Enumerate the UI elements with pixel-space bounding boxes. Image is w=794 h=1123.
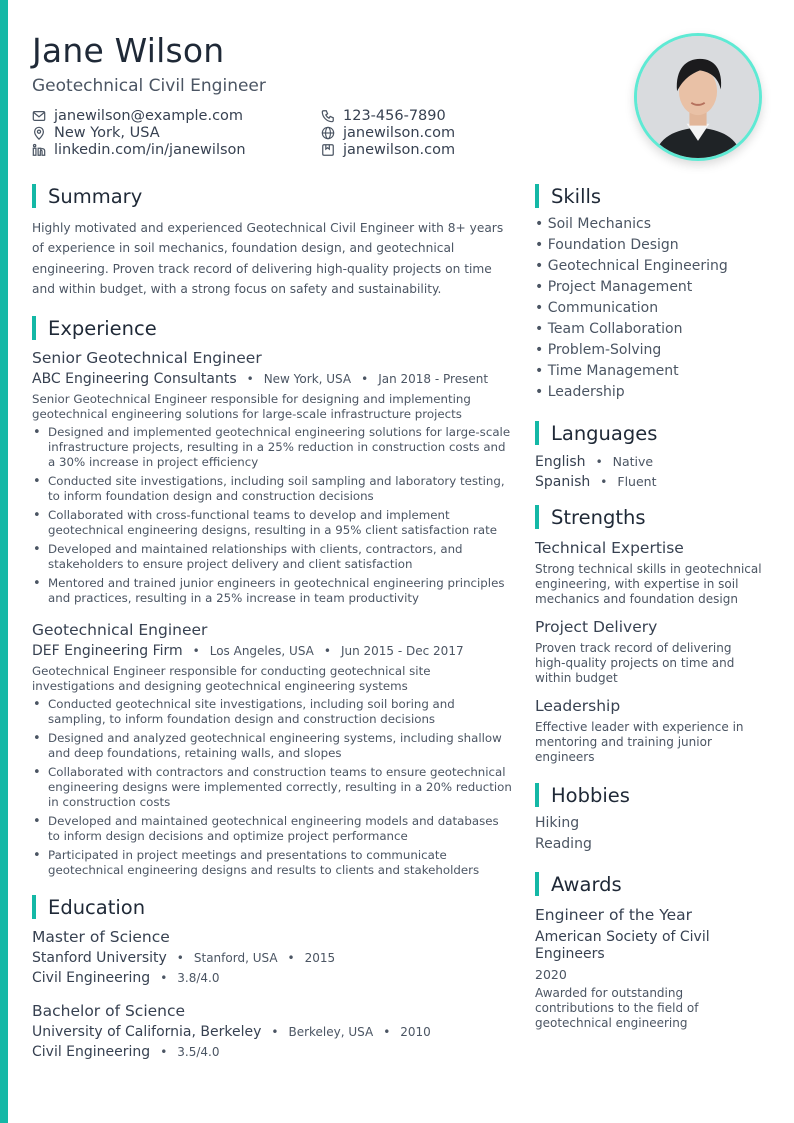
contact-email[interactable] <box>32 108 243 124</box>
awards-heading-label: Awards <box>551 872 622 896</box>
main-column <box>32 184 512 1060</box>
skill-name: Foundation Design <box>547 237 679 253</box>
separator-dot: • <box>287 951 295 966</box>
heading-accent <box>535 783 539 807</box>
separator-dot: • <box>271 1025 279 1040</box>
strength-description: Effective leader with experience in mentoring and training junior engineers <box>535 720 744 764</box>
candidate-name: Jane Wilson <box>32 31 225 70</box>
heading-accent <box>535 872 539 896</box>
skill-name: Geotechnical Engineering <box>547 258 728 274</box>
summary-heading-label: Summary <box>48 184 143 208</box>
contact-phone-text: 123-456-7890 <box>343 108 446 124</box>
language-name: English <box>535 454 586 470</box>
job-entry <box>32 621 512 878</box>
hobbies-heading-label: Hobbies <box>551 783 630 807</box>
skill-name: Time Management <box>547 363 679 379</box>
job-bullet: • Designed and analyzed geotechnical engineering systems, including shallow and deep foundations, retaining walls, and slopes <box>32 731 512 761</box>
job-title: Senior Geotechnical Engineer <box>32 349 262 368</box>
school-meta <box>32 950 512 966</box>
school-name: Stanford University <box>32 950 167 967</box>
job-bullet: • Designed and implemented geotechnical engineering solutions for large-scale infrastructure projects, resulting in a 25% reduction in construction costs and a 30% increase in project efficiency <box>32 425 512 470</box>
job-bullet: • Collaborated with contractors and construction teams to ensure geotechnical engineering designs were implemented correctly, resulting in a 20% reduction in construction costs <box>32 765 512 810</box>
language-level: Fluent <box>617 474 657 489</box>
job-dates: Jan 2018 - Present <box>378 372 489 387</box>
hobbies-list <box>535 813 765 855</box>
gpa: 3.5/4.0 <box>177 1045 220 1060</box>
location-icon <box>32 126 46 140</box>
contact-portfolio[interactable] <box>321 142 455 158</box>
education-heading-label: Education <box>48 895 146 919</box>
job-company: ABC Engineering Consultants <box>32 371 237 388</box>
gpa: 3.8/4.0 <box>177 971 220 986</box>
job-bullet: • Developed and maintained relationships with clients, contractors, and stakeholders to ensure project delivery and client satisfaction <box>32 542 512 572</box>
skill-item: • Project Management <box>535 279 693 295</box>
skill-item: • Communication <box>535 300 659 316</box>
side-column <box>535 184 765 1031</box>
hobby-item: Hiking <box>535 815 580 831</box>
hobbies-section <box>535 783 765 855</box>
contact-email-text: janewilson@example.com <box>54 108 244 124</box>
contact-website[interactable] <box>321 125 455 141</box>
job-bullet: • Collaborated with cross-functional teams to develop and implement geotechnical engineering designs, resulting in a 95% client satisfaction rate <box>32 508 512 538</box>
degree: Master of Science <box>32 928 170 947</box>
contact-linkedin-text: linkedin.com/in/janewilson <box>54 142 246 158</box>
separator-dot: • <box>595 455 603 469</box>
education-section <box>32 895 512 1060</box>
language-level: Native <box>612 454 654 469</box>
strengths-section <box>535 505 765 765</box>
contact-website-text: janewilson.com <box>343 125 456 141</box>
languages-heading-label: Languages <box>551 421 658 445</box>
strengths-heading <box>535 505 765 529</box>
contact-linkedin[interactable] <box>32 142 246 158</box>
skill-item: • Team Collaboration <box>535 321 683 337</box>
field-of-study: Civil Engineering <box>32 1044 151 1061</box>
separator-dot: • <box>323 644 331 659</box>
job-bullets <box>32 697 512 878</box>
job-bullet: • Participated in project meetings and presentations to communicate geotechnical engineering designs and results to clients and stakeholders <box>32 848 512 878</box>
contact-phone[interactable] <box>321 108 446 124</box>
field-of-study: Civil Engineering <box>32 970 151 987</box>
field-meta <box>32 1044 512 1060</box>
job-location: Los Angeles, USA <box>209 644 314 659</box>
heading-accent <box>535 505 539 529</box>
graduation-year: 2010 <box>400 1025 431 1040</box>
skill-item: • Time Management <box>535 363 679 379</box>
job-entry <box>32 349 512 606</box>
summary-heading <box>32 184 512 208</box>
job-dates: Jun 2015 - Dec 2017 <box>340 644 464 659</box>
experience-heading <box>32 316 512 340</box>
phone-icon <box>321 109 335 123</box>
heading-accent <box>535 184 539 208</box>
skill-item: • Problem-Solving <box>535 342 662 358</box>
school-location: Stanford, USA <box>193 951 278 966</box>
field-meta <box>32 970 512 986</box>
summary-section <box>32 184 512 299</box>
school-name: University of California, Berkeley <box>32 1024 262 1041</box>
summary-text: Highly motivated and experienced Geotechnical Civil Engineer with 8+ years of experience in soil mechanics, foundation design, and geotechnical engineering. Proven track record of delivering high-quality projects on time and within budget, with a strong focus on safety and sustainability. <box>32 221 504 296</box>
strength-description: Proven track record of delivering high-quality projects on time and within budget <box>535 641 735 685</box>
portfolio-icon <box>321 143 335 157</box>
separator-dot: • <box>176 951 184 966</box>
award-item <box>535 906 765 1031</box>
skill-name: Project Management <box>547 279 693 295</box>
skills-list <box>535 214 765 403</box>
separator-dot: • <box>192 644 200 659</box>
separator-dot: • <box>361 372 369 387</box>
job-description: Senior Geotechnical Engineer responsible for designing and implementing geotechnical engineering solutions for large-scale infrastructure projects <box>32 392 471 422</box>
job-meta <box>32 371 512 387</box>
job-meta <box>32 643 512 659</box>
job-company: DEF Engineering Firm <box>32 643 183 660</box>
skill-name: Communication <box>547 300 659 316</box>
separator-dot: • <box>600 475 608 489</box>
contact-location <box>32 125 160 141</box>
skill-name: Soil Mechanics <box>547 216 651 232</box>
skill-name: Problem-Solving <box>547 342 662 358</box>
job-bullets <box>32 425 512 606</box>
heading-accent <box>32 316 36 340</box>
candidate-title: Geotechnical Civil Engineer <box>32 76 266 96</box>
globe-icon <box>321 126 335 140</box>
heading-accent <box>535 421 539 445</box>
education-heading <box>32 895 512 919</box>
skills-section <box>535 184 765 403</box>
strengths-heading-label: Strengths <box>551 505 646 529</box>
award-description: Awarded for outstanding contributions to the field of geotechnical engineering <box>535 986 699 1030</box>
strength-item <box>535 618 765 686</box>
strength-title: Leadership <box>535 697 621 715</box>
education-entry <box>32 1002 512 1060</box>
language-name: Spanish <box>535 474 591 490</box>
award-year: 2020 <box>535 967 567 982</box>
strength-title: Project Delivery <box>535 618 658 636</box>
strength-item <box>535 539 765 607</box>
languages-heading <box>535 421 765 445</box>
strength-title: Technical Expertise <box>535 539 684 557</box>
languages-list <box>535 454 765 490</box>
heading-accent <box>32 184 36 208</box>
separator-dot: • <box>383 1025 391 1040</box>
separator-dot: • <box>246 372 254 387</box>
skill-item: • Leadership <box>535 384 625 400</box>
separator-dot: • <box>160 971 168 986</box>
experience-heading-label: Experience <box>48 316 157 340</box>
strength-item <box>535 697 765 765</box>
heading-accent <box>32 895 36 919</box>
accent-bar <box>0 0 8 1123</box>
hobbies-heading <box>535 783 765 807</box>
degree: Bachelor of Science <box>32 1002 186 1021</box>
job-title: Geotechnical Engineer <box>32 621 208 640</box>
separator-dot: • <box>160 1045 168 1060</box>
job-bullet: • Developed and maintained geotechnical engineering models and databases to inform design decisions and optimize project performance <box>32 814 512 844</box>
contact-location-text: New York, USA <box>54 125 160 141</box>
job-bullet: • Conducted geotechnical site investigations, including soil boring and sampling, to inform foundation design and construction decisions <box>32 697 512 727</box>
skill-name: Leadership <box>547 384 625 400</box>
awards-section <box>535 872 765 1031</box>
language-item <box>535 454 765 470</box>
school-location: Berkeley, USA <box>288 1025 374 1040</box>
skill-item: • Soil Mechanics <box>535 216 651 232</box>
graduation-year: 2015 <box>304 951 336 966</box>
job-bullet: • Mentored and trained junior engineers in geotechnical engineering principles and practices, resulting in a 25% increase in team productivity <box>32 576 512 606</box>
language-item <box>535 474 765 490</box>
skills-heading-label: Skills <box>551 184 602 208</box>
job-bullet: • Conducted site investigations, including soil sampling and laboratory testing, to inform foundation design and construction decisions <box>32 474 512 504</box>
resume-header <box>32 30 632 96</box>
award-title: Engineer of the Year <box>535 906 693 924</box>
hobby-item: Reading <box>535 836 592 852</box>
school-meta <box>32 1024 512 1040</box>
awards-heading <box>535 872 765 896</box>
linkedin-icon <box>32 143 46 157</box>
mail-icon <box>32 109 46 123</box>
strength-description: Strong technical skills in geotechnical engineering, with expertise in soil mechanics and foundation design <box>535 562 762 606</box>
education-entry <box>32 928 512 986</box>
job-location: New York, USA <box>263 372 352 387</box>
skills-heading <box>535 184 765 208</box>
profile-photo <box>634 33 762 161</box>
job-description: Geotechnical Engineer responsible for conducting geotechnical site investigations and designing geotechnical engineering systems <box>32 664 431 694</box>
contact-portfolio-text: janewilson.com <box>343 142 456 158</box>
experience-section <box>32 316 512 878</box>
skill-name: Team Collaboration <box>547 321 683 337</box>
skill-item: • Geotechnical Engineering <box>535 258 728 274</box>
skill-item: • Foundation Design <box>535 237 679 253</box>
languages-section <box>535 421 765 490</box>
award-organization: American Society of Civil Engineers <box>535 929 710 962</box>
